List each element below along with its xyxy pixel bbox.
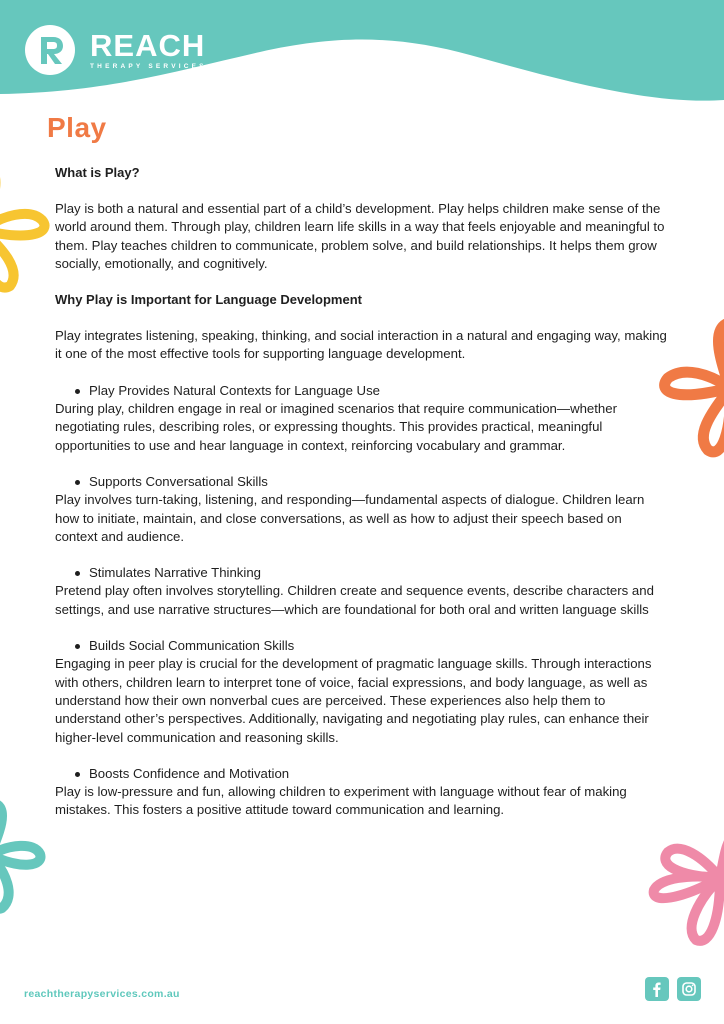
bullet-body: During play, children engage in real or imagined scenarios that require communication—whether negotiating rules, describing roles, or expressing thoughts. This provides practical, meaningful opportunities to use and hear language in context, reinforcing vocabulary and grammar. [55, 401, 617, 453]
bullet-title: Play Provides Natural Contexts for Language Use [89, 382, 381, 398]
facebook-icon [649, 981, 665, 997]
bullet-dot-icon [75, 480, 80, 485]
bullet-title: Boosts Confidence and Motivation [89, 765, 290, 781]
bullet-dot-icon [75, 571, 80, 576]
section-heading-why-play: Why Play is Important for Language Development [55, 292, 362, 308]
logo-mark-icon [24, 24, 76, 76]
page-title: Play [47, 112, 107, 143]
brand-name: REACH [90, 27, 206, 63]
teal-flower-decoration [0, 800, 56, 920]
section-body-what-is-play: Play is both a natural and essential part of a child’s development. Play helps children make sense of the world around them. Through play, children learn life skills in a way that feels enjoyable and meaningful to them. Play teaches children to communicate, problem solve, and build relationships. It helps them grow socially, emotionally, and cognitively. [55, 201, 665, 271]
bullet-item [55, 473, 667, 491]
facebook-button[interactable] [645, 977, 669, 1001]
bullet-title: Builds Social Communication Skills [89, 638, 295, 654]
footer-website-link[interactable]: reachtherapyservices.com.au [24, 988, 180, 1000]
bullet-body: Pretend play often involves storytelling. Children create and sequence events, describe characters and settings, and use narrative structures—which are foundational for both oral and written language skills [55, 583, 654, 617]
article-body [55, 164, 667, 820]
bullet-item [55, 637, 667, 655]
bullet-item [55, 382, 667, 400]
brand-logo[interactable] [24, 24, 207, 76]
instagram-button[interactable] [677, 977, 701, 1001]
section-heading-what-is-play: What is Play? [55, 165, 140, 180]
bullet-item [55, 564, 667, 582]
bullet-dot-icon [75, 389, 80, 394]
bullet-item [55, 765, 667, 783]
pink-flower-decoration [640, 828, 724, 958]
bullet-body: Engaging in peer play is crucial for the development of pragmatic language skills. Through interactions with others, children learn to interpret tone of voice, facial expressions, and body language, as well as understand how their own nonverbal cues are perceived. These experiences also help them to understand other’s perspectives. Additionally, navigating and negotiating play rules, can enhance their higher-level communication and reasoning skills. [55, 656, 652, 745]
bullet-dot-icon [75, 644, 80, 649]
yellow-flower-decoration [0, 160, 58, 300]
bullet-body: Play is low-pressure and fun, allowing children to experiment with language without fear of making mistakes. This fosters a positive attitude toward communication and learning. [55, 784, 627, 818]
section-body-why-play: Play integrates listening, speaking, thinking, and social interaction in a natural and engaging way, making it one of the most effective tools for supporting language development. [55, 328, 667, 362]
instagram-icon [681, 981, 697, 997]
bullet-dot-icon [75, 772, 80, 777]
bullet-title: Stimulates Narrative Thinking [89, 565, 261, 581]
brand-tagline: THERAPY SERVICES [90, 62, 207, 70]
bullet-title: Supports Conversational Skills [89, 473, 268, 489]
bullet-body: Play involves turn-taking, listening, and responding—fundamental aspects of dialogue. Children learn how to initiate, maintain, and close conversations, as well as how to adjust their speech based on context and audience. [55, 492, 645, 544]
